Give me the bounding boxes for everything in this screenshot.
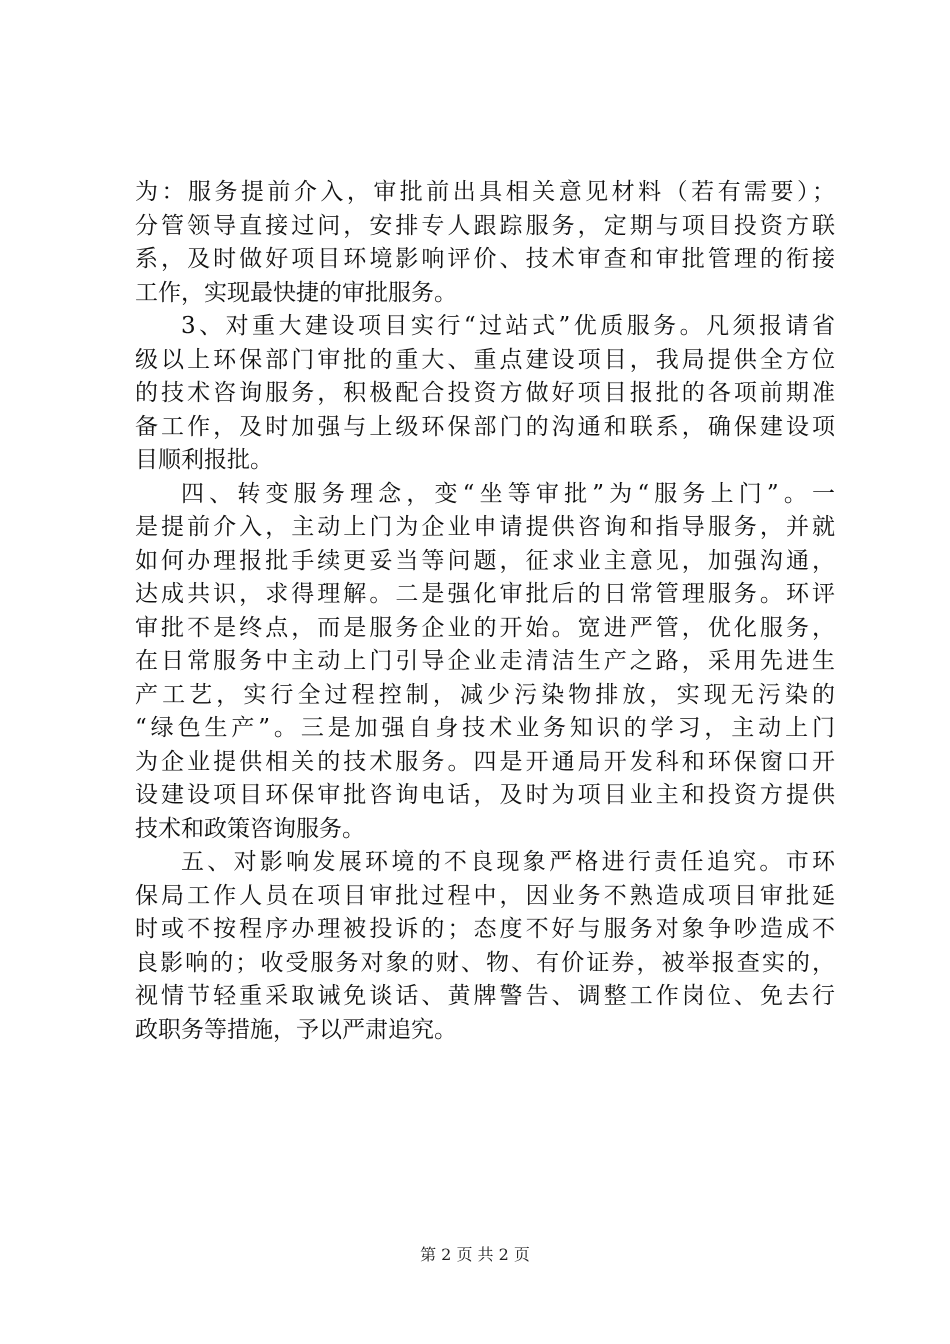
text-line: 良影响的；收受服务对象的财、物、有价证券，被举报查实的， xyxy=(135,949,835,976)
text-line: 如何办理报批手续更妥当等问题，征求业主意见，加强沟通， xyxy=(135,547,835,574)
text-line: “绿色生产”。三是加强自身技术业务知识的学习，主动上门 xyxy=(135,715,835,741)
text-line: 保局工作人员在项目审批过程中，因业务不熟造成项目审批延 xyxy=(135,882,835,909)
text-line: 审批不是终点，而是服务企业的开始。宽进严管，优化服务， xyxy=(135,614,835,641)
text-line: 时或不按程序办理被投诉的；态度不好与服务对象争吵造成不 xyxy=(135,916,835,942)
document-body xyxy=(135,176,835,1047)
text-line: 备工作，及时加强与上级环保部门的沟通和联系，确保建设项 xyxy=(135,413,835,440)
paragraph-start-line: 3、对重大建设项目实行“过站式”优质服务。凡须报请省 xyxy=(181,313,835,339)
text-line: 工作，实现最快捷的审批服务。 xyxy=(135,279,457,306)
page-number-footer: 第 2 页 共 2 页 xyxy=(420,1245,530,1264)
paragraph-start-line: 五、对影响发展环境的不良现象严格进行责任追究。市环 xyxy=(181,849,835,875)
text-line: 级以上环保部门审批的重大、重点建设项目，我局提供全方位 xyxy=(135,346,835,373)
text-line: 为：服务提前介入，审批前出具相关意见材料（若有需要）； xyxy=(135,179,835,205)
text-line: 是提前介入，主动上门为企业申请提供咨询和指导服务，并就 xyxy=(135,514,835,540)
text-line: 目顺利报批。 xyxy=(135,447,273,473)
text-line: 为企业提供相关的技术服务。四是开通局开发科和环保窗口开 xyxy=(135,748,835,775)
text-line: 在日常服务中主动上门引导企业走清洁生产之路，采用先进生 xyxy=(135,648,835,674)
text-line: 产工艺，实行全过程控制，减少污染物排放，实现无污染的 xyxy=(135,681,835,708)
text-line: 政职务等措施，予以严肃追究。 xyxy=(135,1016,457,1043)
text-line: 技术和政策咨询服务。 xyxy=(135,815,365,842)
text-line: 的技术咨询服务，积极配合投资方做好项目报批的各项前期准 xyxy=(135,380,835,406)
text-line: 系，及时做好项目环境影响评价、技术审查和审批管理的衔接 xyxy=(135,246,835,272)
text-line: 分管领导直接过问，安排专人跟踪服务，定期与项目投资方联 xyxy=(135,212,835,239)
text-line: 达成共识，求得理解。二是强化审批后的日常管理服务。环评 xyxy=(135,581,835,607)
paragraph-start-line: 四、转变服务理念，变“坐等审批”为“服务上门”。一 xyxy=(181,480,835,507)
text-line: 视情节轻重采取诫免谈话、黄牌警告、调整工作岗位、免去行 xyxy=(135,983,835,1009)
text-line: 设建设项目环保审批咨询电话，及时为项目业主和投资方提供 xyxy=(135,782,835,808)
